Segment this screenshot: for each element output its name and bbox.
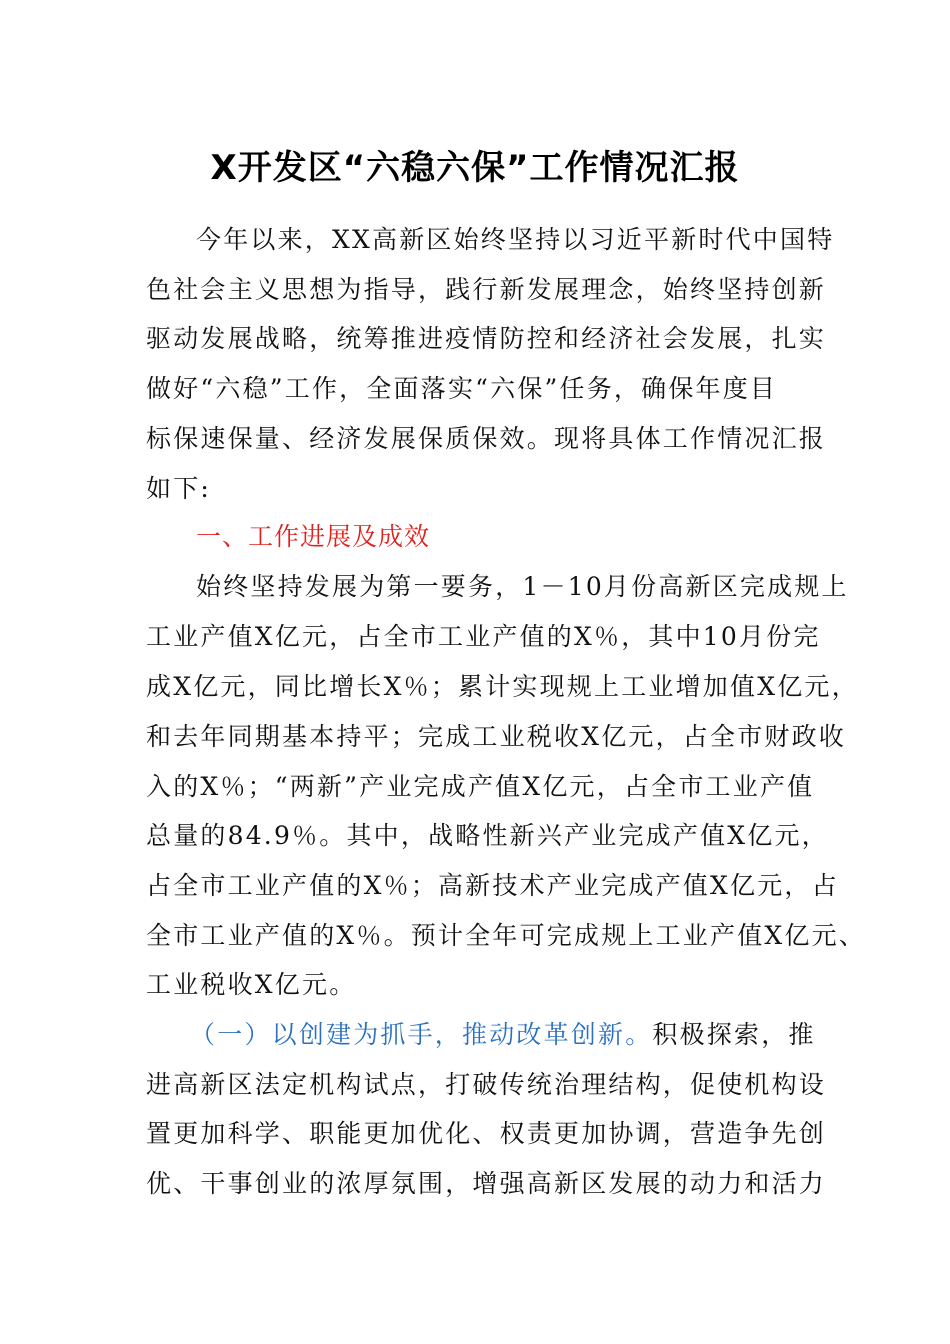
intro-line: 如下: [146,474,212,503]
subsection-first-line [190,1020,816,1050]
intro-line: 今年以来，XX高新区始终坚持以习近平新时代中国特 [196,225,835,254]
intro-line: 色社会主义思想为指导，践行新发展理念，始终坚持创新 [146,275,827,304]
section-line: 入的X％；“两新”产业完成产值X亿元，占全市工业产值 [146,772,815,801]
section-line: 总量的84.9％。其中，战略性新兴产业完成产值X亿元， [146,821,829,850]
section-line: 和去年同期基本持平；完成工业税收X亿元，占全市财政收 [146,722,847,751]
section-line: 工业产值X亿元，占全市工业产值的X％，其中10月份完 [146,622,821,651]
subsection-text: 积极探索，推 [652,1020,816,1049]
section-line: 占全市工业产值的X％；高新技术产业完成产值X亿元，占 [146,871,839,900]
section-line: 全市工业产值的X％。预计全年可完成规上工业产值X亿元、 [146,921,866,950]
section-line: 工业税收X亿元。 [146,970,357,999]
subsection-heading: （一）以创建为抓手，推动改革创新。 [190,1020,653,1049]
document-title: X开发区“六稳六保”工作情况汇报 [210,148,740,188]
subsection-line: 置更加科学、职能更加优化、权责更加协调，营造争先创 [146,1119,827,1148]
subsection-line: 优、干事创业的浓厚氛围，增强高新区发展的动力和活力 [146,1169,827,1198]
intro-line: 做好“六稳”工作，全面落实“六保”任务，确保年度目 [146,374,778,403]
section-heading: 一、工作进展及成效 [196,522,431,551]
subsection-line: 进高新区法定机构试点，打破传统治理结构，促使机构设 [146,1070,827,1099]
intro-line: 标保速保量、经济发展保质保效。现将具体工作情况汇报 [146,424,827,453]
section-line: 始终坚持发展为第一要务，1－10月份高新区完成规上 [196,572,849,601]
section-line: 成X亿元，同比增长X％；累计实现规上工业增加值X亿元， [146,672,859,701]
intro-line: 驱动发展战略，统筹推进疫情防控和经济社会发展，扎实 [146,324,827,353]
